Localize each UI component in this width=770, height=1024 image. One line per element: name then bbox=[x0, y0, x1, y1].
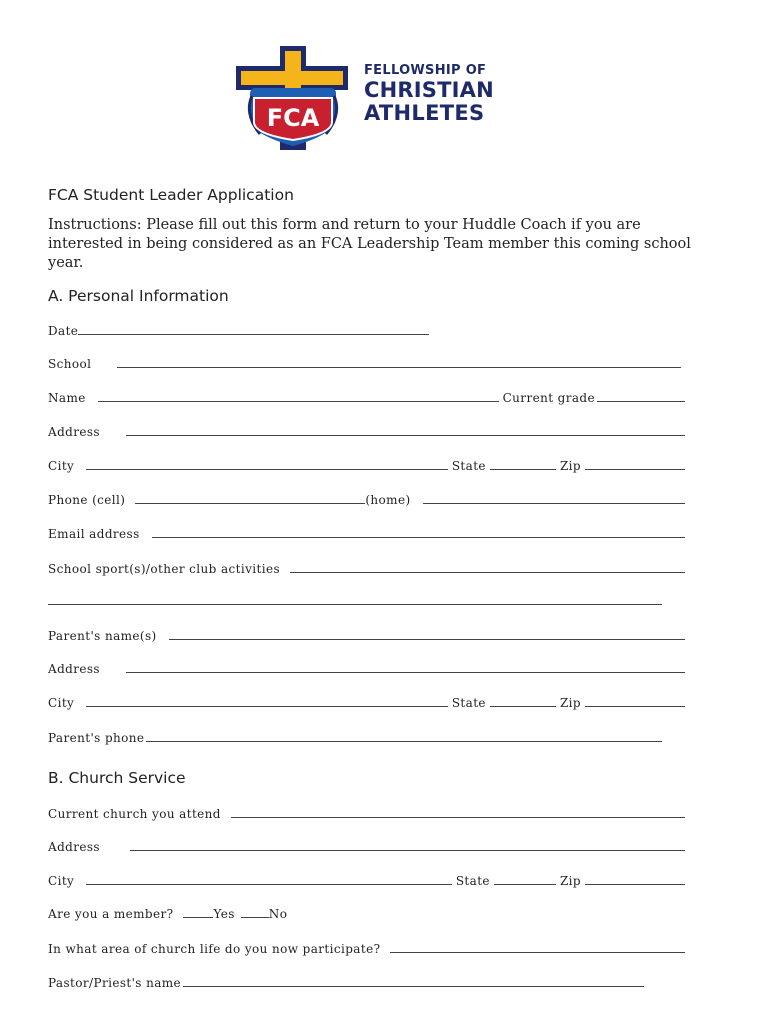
current-grade-label: Current grade bbox=[502, 391, 595, 405]
logo-line3: ATHLETES bbox=[364, 101, 485, 125]
participate-label: In what area of church life do you now participate? bbox=[48, 942, 381, 956]
parent-city-row bbox=[48, 692, 685, 710]
pastor-row bbox=[48, 972, 644, 990]
activities-field-2[interactable] bbox=[48, 604, 662, 605]
section-a-heading: A. Personal Information bbox=[48, 287, 229, 305]
email-label: Email address bbox=[48, 527, 140, 541]
instructions-text: Instructions: Please fill out this form and return to your Huddle Coach if you are interested in being considered as an FCA Leadership Team member this coming school year. bbox=[48, 217, 691, 271]
page-title: FCA Student Leader Application bbox=[48, 186, 294, 204]
member-no-field[interactable] bbox=[241, 917, 269, 918]
church-zip-field[interactable] bbox=[585, 884, 685, 885]
state-field[interactable] bbox=[490, 469, 556, 470]
church-field[interactable] bbox=[231, 817, 685, 818]
activities-label: School sport(s)/other club activities bbox=[48, 562, 281, 576]
phone-cell-field[interactable] bbox=[135, 503, 365, 504]
parent-address-row bbox=[48, 658, 685, 676]
pastor-field[interactable] bbox=[183, 986, 644, 987]
parent-state-label: State bbox=[451, 696, 486, 710]
participate-row bbox=[48, 938, 685, 956]
current-grade-field[interactable] bbox=[597, 401, 685, 402]
fca-emblem-icon bbox=[230, 42, 360, 154]
member-yes-field[interactable] bbox=[183, 917, 213, 918]
school-row bbox=[48, 353, 685, 371]
name-row bbox=[48, 387, 685, 405]
activities-row-2 bbox=[48, 590, 662, 608]
church-zip-label: Zip bbox=[559, 874, 581, 888]
date-row bbox=[48, 320, 433, 338]
phone-row bbox=[48, 489, 685, 507]
participate-field[interactable] bbox=[390, 952, 685, 953]
parent-address-label: Address bbox=[48, 662, 100, 676]
member-label: Are you a member? bbox=[48, 907, 174, 921]
emblem-text: FCA bbox=[266, 104, 320, 132]
zip-label: Zip bbox=[559, 459, 581, 473]
parent-zip-field[interactable] bbox=[585, 706, 685, 707]
church-city-row bbox=[48, 870, 685, 888]
phone-home-field[interactable] bbox=[423, 503, 685, 504]
city-row bbox=[48, 455, 685, 473]
email-field[interactable] bbox=[152, 537, 685, 538]
parent-city-label: City bbox=[48, 696, 75, 710]
church-city-field[interactable] bbox=[86, 884, 452, 885]
church-address-row bbox=[48, 836, 685, 854]
church-address-label: Address bbox=[48, 840, 100, 854]
parent-city-field[interactable] bbox=[86, 706, 448, 707]
church-row bbox=[48, 803, 685, 821]
parents-name-label: Parent's name(s) bbox=[48, 629, 157, 643]
zip-field[interactable] bbox=[585, 469, 685, 470]
date-label: Date bbox=[48, 324, 79, 338]
school-field[interactable] bbox=[117, 367, 681, 368]
name-field[interactable] bbox=[98, 401, 499, 402]
phone-home-label: (home) bbox=[365, 493, 411, 507]
address-field[interactable] bbox=[126, 435, 685, 436]
parents-phone-row bbox=[48, 727, 662, 745]
parents-phone-field[interactable] bbox=[146, 741, 662, 742]
address-row bbox=[48, 421, 685, 439]
school-label: School bbox=[48, 357, 92, 371]
church-state-label: State bbox=[455, 874, 490, 888]
logo-line1: FELLOWSHIP OF bbox=[364, 63, 487, 78]
activities-field[interactable] bbox=[290, 572, 685, 573]
parents-phone-label: Parent's phone bbox=[48, 731, 145, 745]
parents-name-row bbox=[48, 625, 685, 643]
member-row bbox=[48, 903, 348, 921]
section-b-heading: B. Church Service bbox=[48, 769, 186, 787]
city-label: City bbox=[48, 459, 75, 473]
parent-zip-label: Zip bbox=[559, 696, 581, 710]
member-no-label: No bbox=[268, 907, 288, 921]
church-address-field[interactable] bbox=[130, 850, 685, 851]
parent-state-field[interactable] bbox=[490, 706, 556, 707]
member-yes-label: Yes bbox=[213, 907, 235, 921]
parents-name-field[interactable] bbox=[169, 639, 685, 640]
date-field[interactable] bbox=[78, 334, 429, 335]
church-state-field[interactable] bbox=[494, 884, 556, 885]
church-city-label: City bbox=[48, 874, 75, 888]
fca-logo bbox=[230, 42, 510, 154]
name-label: Name bbox=[48, 391, 86, 405]
church-label: Current church you attend bbox=[48, 807, 221, 821]
city-field[interactable] bbox=[86, 469, 448, 470]
logo-line2: CHRISTIAN bbox=[364, 78, 494, 102]
state-label: State bbox=[451, 459, 486, 473]
address-label: Address bbox=[48, 425, 100, 439]
phone-cell-label: Phone (cell) bbox=[48, 493, 126, 507]
email-row bbox=[48, 523, 685, 541]
parent-address-field[interactable] bbox=[126, 672, 685, 673]
activities-row bbox=[48, 558, 685, 576]
pastor-label: Pastor/Priest's name bbox=[48, 976, 182, 990]
logo-wordmark bbox=[364, 64, 494, 124]
